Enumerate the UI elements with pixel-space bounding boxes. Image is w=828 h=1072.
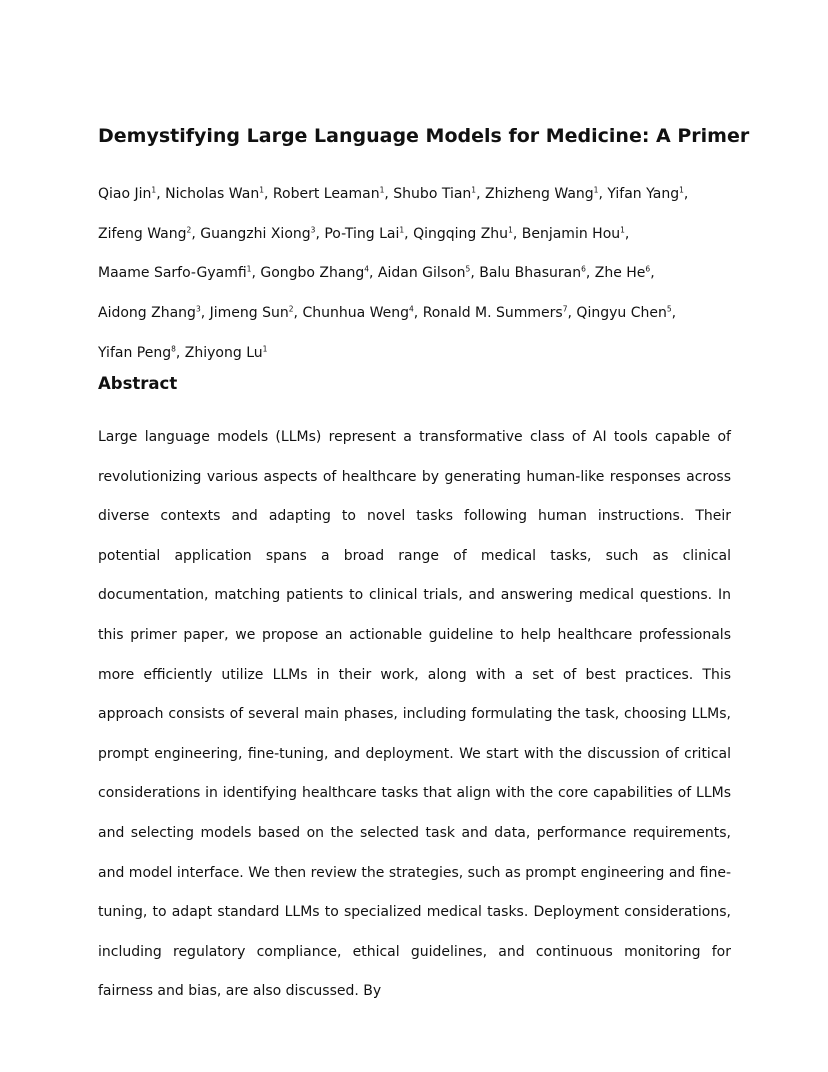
affiliation-marker: 1 <box>399 225 405 235</box>
author-name-text: Aidan Gilson <box>377 265 466 282</box>
author-name <box>98 226 191 242</box>
author-name-text: Qingyu Chen <box>576 305 667 322</box>
author-list: Qiao Jin$^1$, Nicholas Wan$^1$, Robert Leaman$^1$, Shubo Tian$^1$, Zhizheng Wang$^1$, Yifan Yang$^1$, Zifeng Wang$^2$, Guangzhi Xiong$^3$, Po-Ting Lai$^1$, Qingqing Zhu$^1$, Benjamin Hou$^1$, Maame Sarfo-Gyamfi$^1$, Gongbo Zhang$^4$, Aidan Gilson$^5$, Balu Bhasuran$^6$, Zhe He$^6$, Aidong Zhang$^3$, Jimeng Sun$^2$, Chunhua Weng$^4$, Ronald M. Summers$^7$, Qingyu Chen$^5$, Yifan Peng$^8$, Zhiyong Lu$^1$ <box>98 185 689 361</box>
author-name-text: Gongbo Zhang <box>260 265 365 282</box>
author-name-text: Zhe He <box>594 265 646 282</box>
author-name <box>98 305 201 321</box>
author-name <box>302 305 413 321</box>
affiliation-marker: 6 <box>581 264 586 274</box>
author-name <box>423 305 568 321</box>
author-name-text: Ronald M. Summers <box>422 305 563 322</box>
affiliation-marker: 1 <box>593 185 599 195</box>
author-name-text: Zhizheng Wang <box>484 186 594 202</box>
author-name-text: Yifan Yang <box>607 186 680 202</box>
author-name-text: Zifeng Wang <box>98 225 187 242</box>
abstract-text: Large language models (LLMs) represent a transformative class of AI tools capable of revolutionizing various aspects of healthcare by generating human-like responses across diverse contexts and adapting to novel tasks following human instructions. Their potential application spans a broad range of medical tasks, such as clinical documentation, matching patients to clinical trials, and answering medical questions. In this primer paper, we propose an actionable guideline to help healthcare professionals more efficiently utilize LLMs in their work, along with a set of best practices. This approach consists of several main phases, including formulating the task, choosing LLMs, prompt engineering, fine-tuning, and deployment. We start with the discussion of critical considerations in identifying healthcare tasks that align with the core capabilities of LLMs and selecting models based on the selected task and data, performance requirements, and model interface. We then review the strategies, such as prompt engineering and fine-tuning, to adapt standard LLMs to specialized medical tasks. Deployment considerations, including regulatory compliance, ethical guidelines, and continuous monitoring for fairness and bias, are also discussed. By <box>98 429 731 1000</box>
abstract-heading: Abstract <box>98 374 178 393</box>
author-name <box>393 186 476 202</box>
affiliation-marker: 7 <box>562 304 568 314</box>
author-name <box>324 226 404 242</box>
author-name-text: Robert Leaman <box>272 186 380 202</box>
affiliation-marker: 1 <box>151 185 157 195</box>
affiliation-marker: 1 <box>259 185 264 195</box>
author-name-text: Jimeng Sun <box>209 305 289 322</box>
affiliation-marker: 5 <box>666 304 672 314</box>
author-name-text: Benjamin Hou <box>521 225 621 242</box>
affiliation-marker: 1 <box>379 185 385 195</box>
affiliation-marker: 4 <box>364 264 370 274</box>
author-name <box>185 345 268 361</box>
author-name-text: Zhiyong Lu <box>184 344 263 361</box>
author-name <box>98 345 176 361</box>
author-name <box>98 186 156 202</box>
affiliation-marker: 8 <box>171 344 176 354</box>
author-name-text: Chunhua Weng <box>302 305 410 322</box>
author-name-text: Nicholas Wan <box>165 186 260 202</box>
author-name <box>595 265 650 281</box>
author-name <box>607 186 684 202</box>
affiliation-marker: 6 <box>645 264 651 274</box>
paper-title: Demystifying Large Language Models for Medicine: A Primer <box>98 125 750 147</box>
affiliation-marker: 2 <box>186 225 192 235</box>
author-name <box>576 305 671 321</box>
affiliation-marker: 2 <box>288 304 294 314</box>
author-name <box>98 265 251 281</box>
affiliation-marker: 1 <box>471 185 477 195</box>
affiliation-marker: 4 <box>409 304 414 314</box>
author-name-text: Po-Ting Lai <box>324 225 400 242</box>
author-name-text: Qingqing Zhu <box>413 225 509 242</box>
author-name-text: Maame Sarfo-Gyamfi <box>98 265 247 282</box>
author-name <box>413 226 513 242</box>
author-name-text: Guangzhi Xiong <box>200 225 311 242</box>
author-name-text: Qiao Jin <box>98 186 152 202</box>
author-name <box>260 265 369 281</box>
author-name <box>479 265 586 281</box>
author-name-text: Yifan Peng <box>98 344 172 361</box>
author-name-text: Shubo Tian <box>393 186 472 202</box>
affiliation-marker: 1 <box>508 225 513 235</box>
affiliation-marker: 1 <box>679 185 684 195</box>
affiliation-marker: 1 <box>246 264 252 274</box>
author-name <box>378 265 470 281</box>
author-name <box>200 226 315 242</box>
author-name <box>165 186 264 202</box>
author-name <box>273 186 384 202</box>
affiliation-marker: 1 <box>620 225 625 235</box>
author-name <box>485 186 598 202</box>
affiliation-marker: 3 <box>310 225 316 235</box>
author-name-text: Balu Bhasuran <box>479 265 582 282</box>
affiliation-marker: 5 <box>465 264 471 274</box>
author-name-text: Aidong Zhang <box>98 305 196 322</box>
affiliation-marker: 1 <box>262 344 268 354</box>
affiliation-marker: 3 <box>195 304 201 314</box>
author-name <box>210 305 294 321</box>
author-name <box>522 226 625 242</box>
